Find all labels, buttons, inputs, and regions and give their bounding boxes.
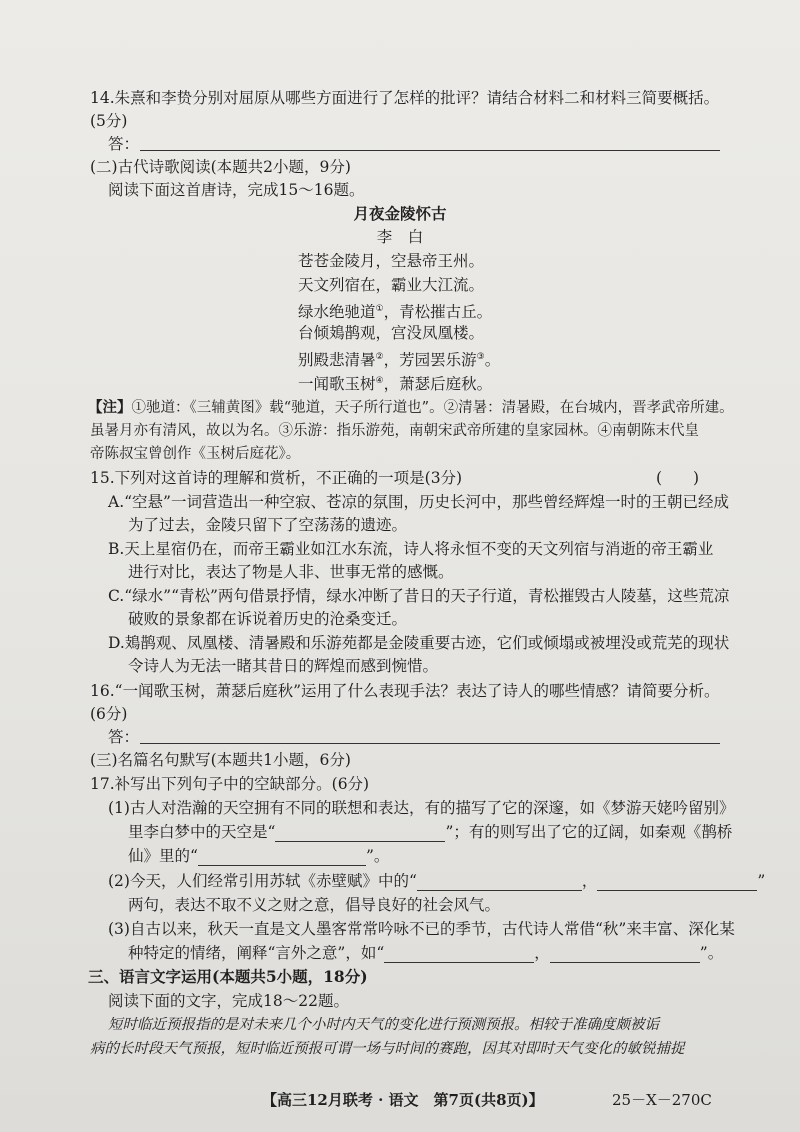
q16-answer-label: 答： — [108, 728, 140, 746]
q16-line1: 16.“一闻歌玉树，萧瑟后庭秋”运用了什么表现手法？表达了诗人的哪些情感？请简要分析。 — [90, 682, 720, 700]
q15-answer-paren[interactable]: ( ) — [656, 469, 700, 487]
q14-answer-label: 答： — [108, 135, 140, 153]
q15-stem: 15.下列对这首诗的理解和赏析，不正确的一项是(3分) — [90, 469, 463, 487]
q17-blank-1[interactable] — [275, 825, 445, 842]
poem-author: 李 白 — [376, 228, 424, 246]
poem-line-2: 天文列宿在，霸业大江流。 — [298, 276, 485, 294]
q17-blank-2[interactable] — [198, 849, 366, 866]
q17-blank-3[interactable] — [417, 874, 582, 891]
poem-line-5: 别殿悲清暑②，芳园罢乐游③。 — [298, 351, 501, 370]
q15-option-b-line2: 进行对比，表达了物是人非、世事无常的感慨。 — [128, 563, 454, 581]
q15-option-d-line1: D.鳷鹊观、凤凰楼、清暑殿和乐游苑都是金陵重要古迹，它们或倾塌或被埋没或荒芜的现状 — [108, 634, 730, 652]
notes-line1: 【注】①驰道：《三辅黄图》载“驰道，天子所行道也”。②清暑：清暑殿，在台城内，晋孝武帝所建。 — [88, 399, 734, 416]
poem-line-3: 绿水绝驰道①，青松摧古丘。 — [298, 303, 493, 322]
q15-option-b-line1: B.天上星宿仍在，而帝王霸业如江水东流，诗人将永恒不变的天文列宿与消逝的帝王霸业 — [108, 540, 714, 558]
q17-p2-line2: 两句，表达不取不义之财之意，倡导良好的社会风气。 — [128, 896, 501, 914]
q17-blank-4[interactable] — [597, 874, 757, 891]
q15-option-a-line2: 为了过去，金陵只留下了空荡荡的遗迹。 — [128, 516, 408, 534]
poem-line-4: 台倾鳷鹊观，宫没凤凰楼。 — [298, 324, 485, 342]
q15-option-c-line2: 破败的景象都在诉说着历史的沧桑变迁。 — [128, 610, 408, 628]
q15-option-a-line1: A.“空悬”一词营造出一种空寂、苍凉的氛围，历史长河中，那些曾经辉煌一时的王朝已经成 — [108, 493, 729, 511]
passage-line1: 短时临近预报指的是对未来几个小时内天气的变化进行预测预报。相较于准确度颇被诟 — [108, 1017, 659, 1033]
q14-line1: 14.朱熹和李贽分别对屈原从哪些方面进行了怎样的批评？请结合材料二和材料三简要概括。 — [90, 89, 720, 107]
q17-p3-line2: 种特定的情绪，阐释“言外之意”，如“ ， ”。 — [128, 944, 724, 962]
q17-p2-line1: (2)今天，人们经常引用苏轼《赤壁赋》中的“ ， ” — [108, 872, 766, 890]
poem-title: 月夜金陵怀古 — [353, 205, 447, 223]
poem-line-1: 苍苍金陵月，空悬帝王州。 — [298, 252, 485, 270]
footnote-mark-2: ② — [375, 352, 384, 362]
footnote-mark-3: ③ — [476, 352, 485, 362]
q17-p3-line1: (3)自古以来，秋天一直是文人墨客常常吟咏不已的季节，古代诗人常借“秋”来丰富、深化某 — [108, 920, 735, 938]
poem-line-6: 一闻歌玉树④，萧瑟后庭秋。 — [298, 375, 493, 394]
q17-p1-line3: 仙》里的“ ”。 — [128, 847, 390, 865]
q15-option-c-line1: C.“绿水”“青松”两句借景抒情，绿水冲断了昔日的天子行道，青松摧毁古人陵墓，这些荒凉 — [108, 587, 730, 605]
q17-p1-line2: 里李白梦中的天空是“ ”；有的则写出了它的辽阔，如秦观《鹊桥 — [128, 823, 733, 841]
passage-line2: 病的长时段天气预报，短时临近预报可谓一场与时间的赛跑，因其对即时天气变化的敏锐捕捉 — [90, 1041, 685, 1057]
q14-line2: (5分) — [90, 112, 128, 130]
q17-p1-line1: (1)古人对浩瀚的天空拥有不同的联想和表达，有的描写了它的深邃，如《梦游天姥吟留别》 — [108, 799, 735, 817]
page-footer: 【高三12月联考 · 语文 第7页(共8页)】 — [262, 1091, 544, 1109]
section2-heading: (二)古代诗歌阅读(本题共2小题，9分) — [90, 158, 351, 176]
exam-code: 25－X－270C — [612, 1091, 712, 1109]
q16-answer-line[interactable] — [140, 743, 720, 744]
part3-heading: 三、语言文字运用(本题共5小题，18分) — [88, 967, 368, 986]
part3-instruction: 阅读下面的文字，完成18～22题。 — [108, 992, 349, 1010]
footnote-mark-4: ④ — [375, 376, 384, 386]
footnote-mark-1: ① — [375, 304, 384, 314]
q14-answer-line[interactable] — [140, 150, 720, 151]
q17-blank-6[interactable] — [550, 946, 700, 963]
q17-blank-5[interactable] — [384, 946, 534, 963]
section2-instruction: 阅读下面这首唐诗，完成15～16题。 — [108, 181, 365, 199]
q16-line2: (6分) — [90, 705, 128, 723]
section3-heading: (三)名篇名句默写(本题共1小题，6分) — [90, 751, 351, 769]
notes-line2: 虽暑月亦有清风，故以为名。③乐游：指乐游苑，南朝宋武帝所建的皇家园林。④南朝陈末代皇 — [90, 423, 699, 439]
notes-line3: 帝陈叔宝曾创作《玉树后庭花》。 — [90, 446, 301, 462]
notes-label: 【注】 — [88, 399, 132, 416]
q15-option-d-line2: 令诗人为无法一睹其昔日的辉煌而感到惋惜。 — [128, 657, 439, 675]
q17-stem: 17.补写出下列句子中的空缺部分。(6分) — [90, 775, 370, 793]
